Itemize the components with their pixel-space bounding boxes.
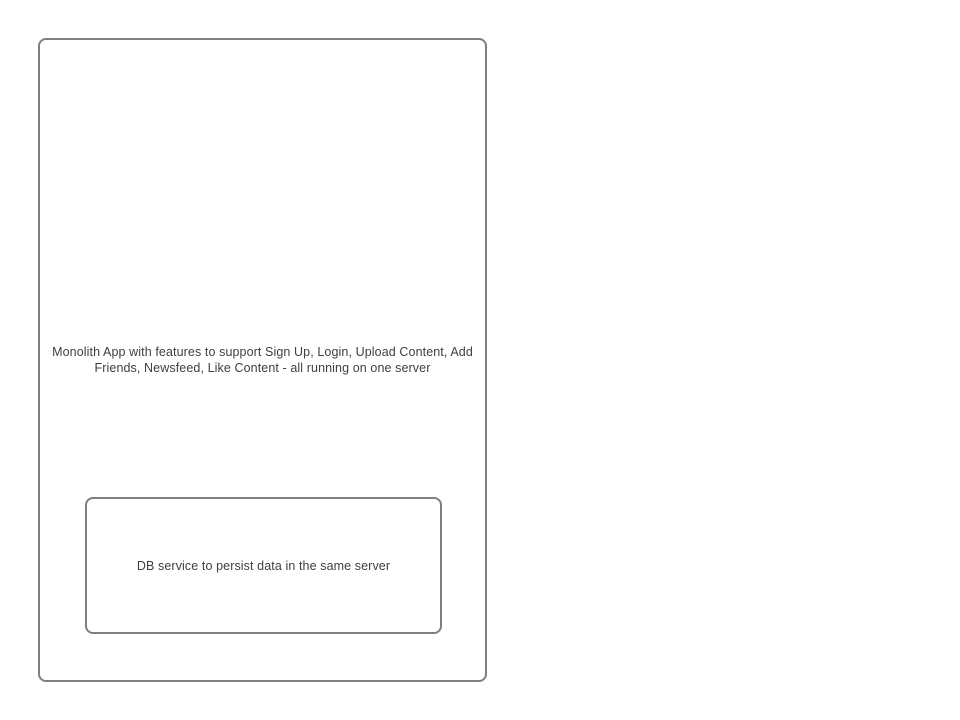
monolith-app-box — [38, 38, 487, 682]
monolith-app-label-line-2: Friends, Newsfeed, Like Content - all running on one server — [94, 361, 431, 375]
monolith-app-label — [43, 344, 483, 376]
db-service-label: DB service to persist data in the same server — [136, 558, 391, 573]
db-service-box — [85, 497, 442, 634]
monolith-app-label-line-1: Monolith App with features to support Sign Up, Login, Upload Content, Add — [52, 345, 473, 359]
